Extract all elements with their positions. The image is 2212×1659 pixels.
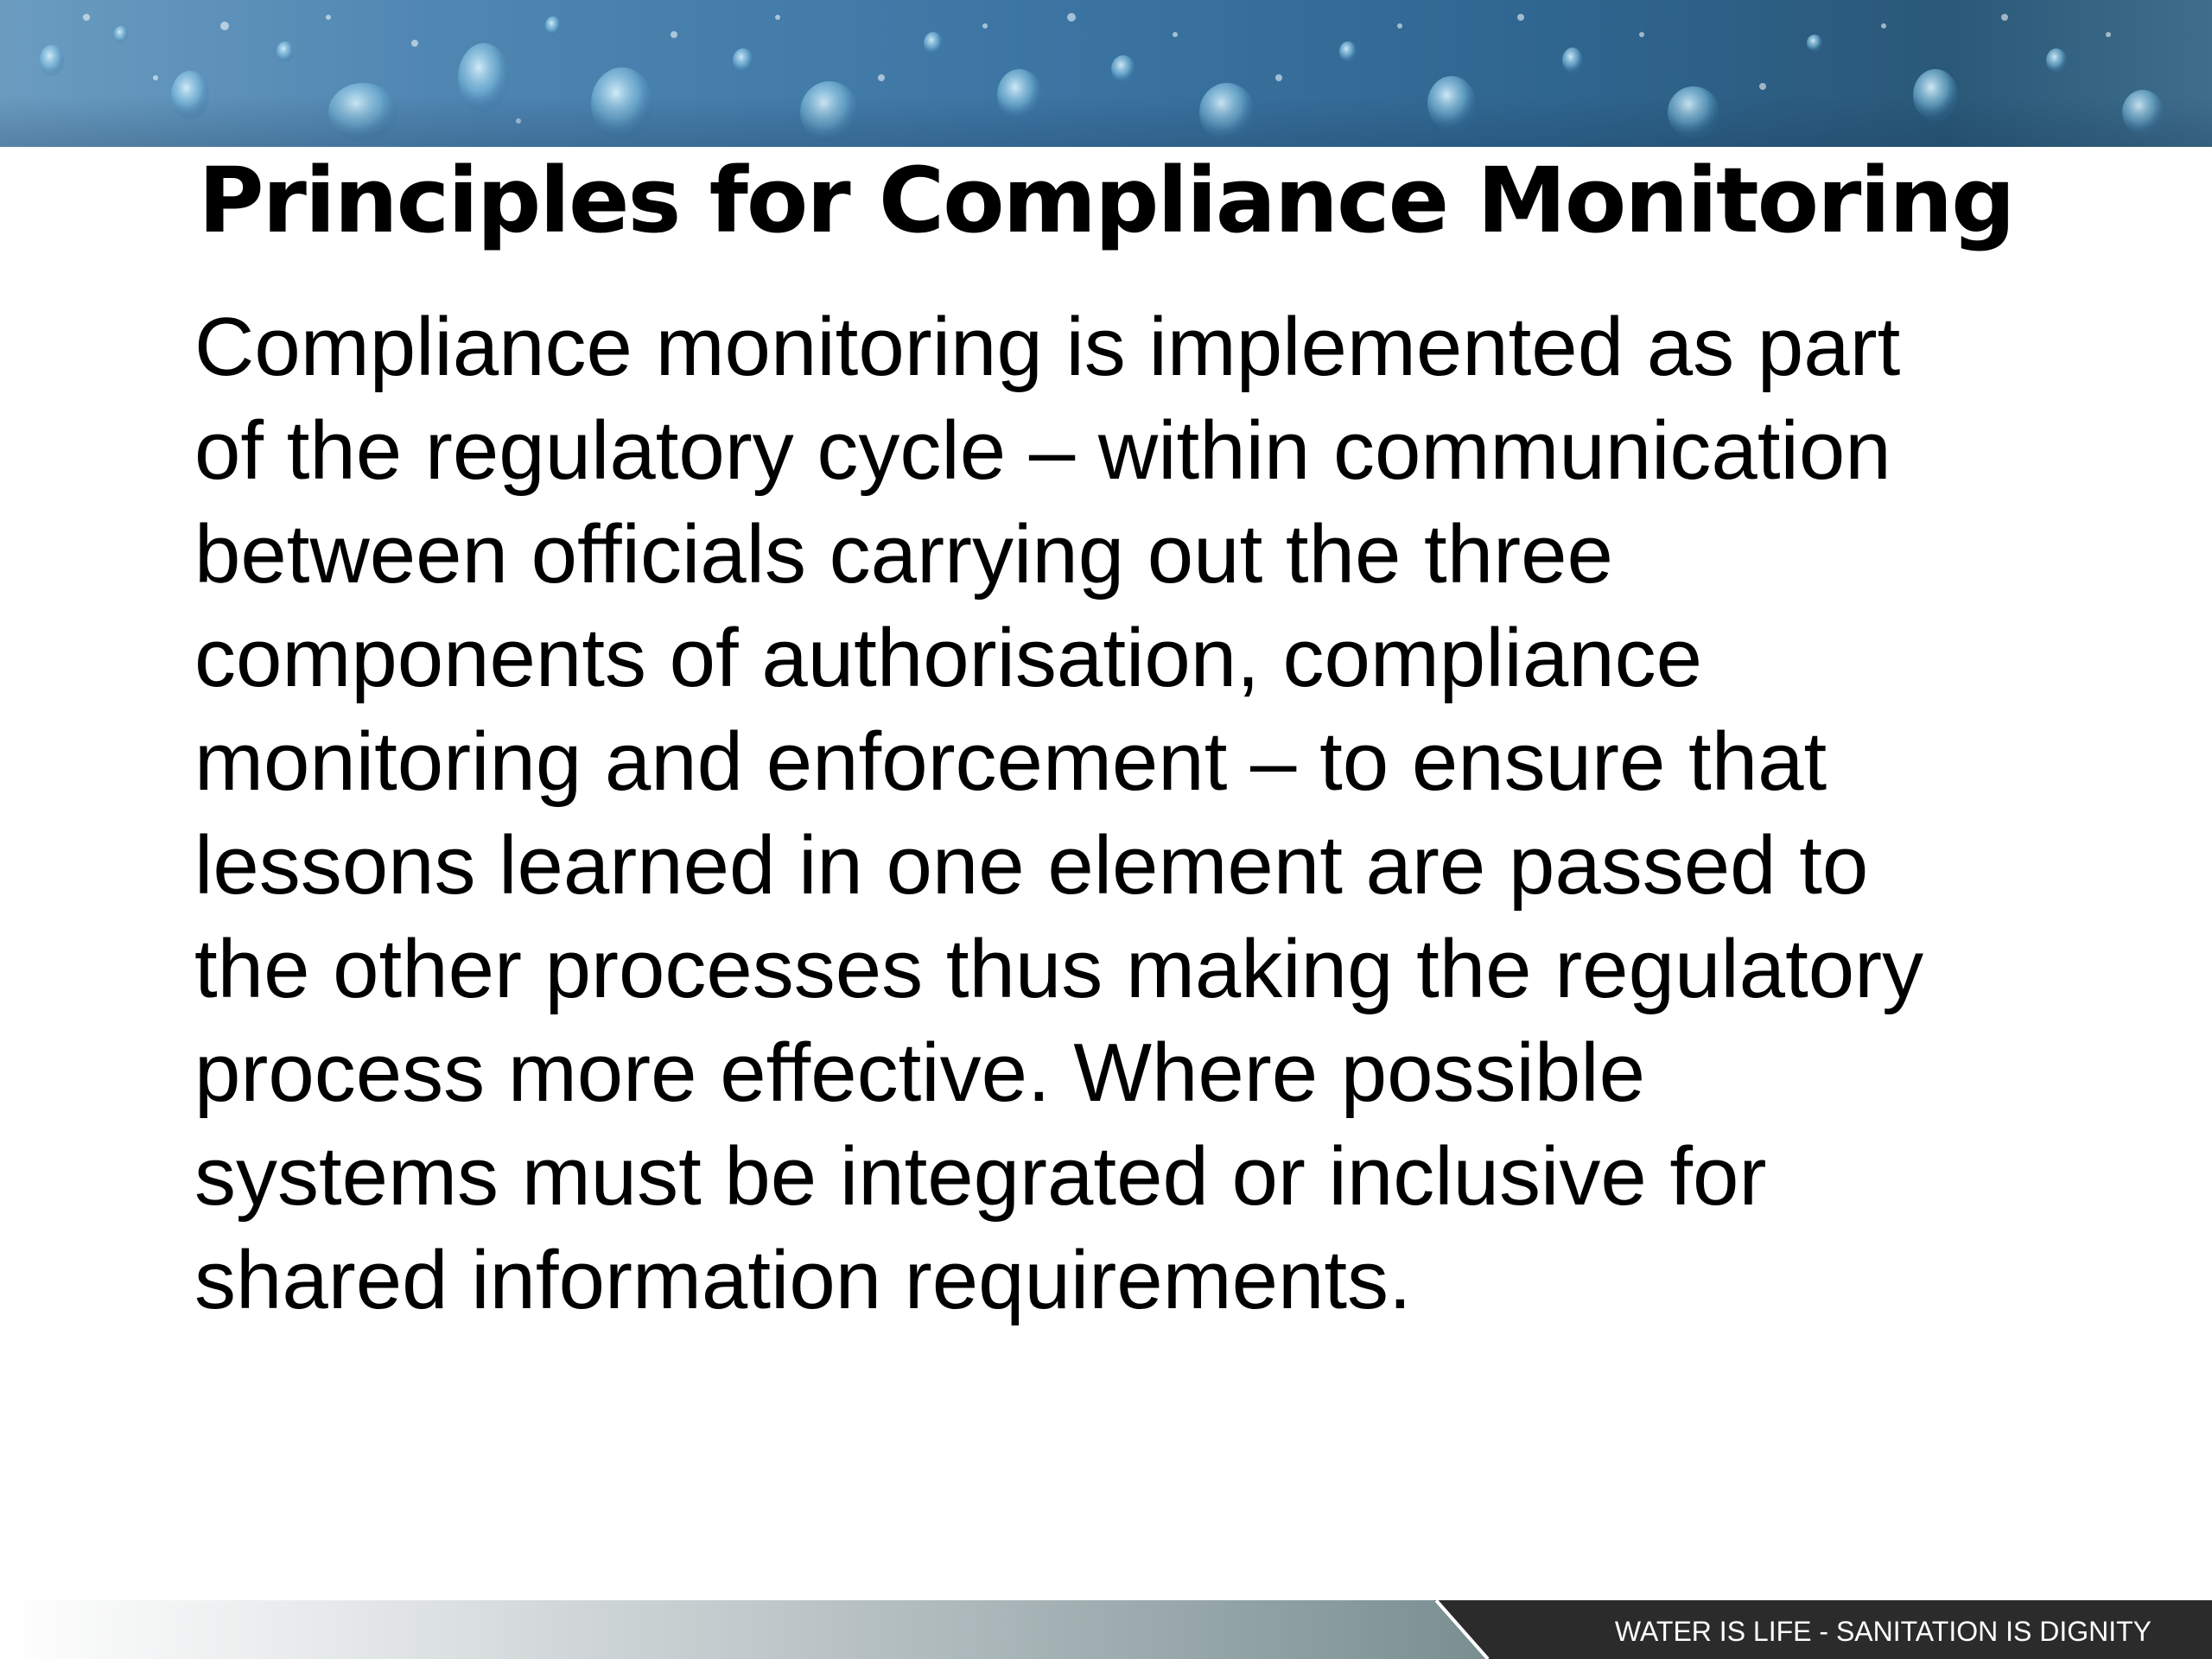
water-droplets-image xyxy=(0,0,2212,147)
footer-diagonal-divider xyxy=(1434,1600,1495,1659)
slide-title: Principles for Compliance Monitoring xyxy=(198,148,2014,253)
footer-tagline: WATER IS LIFE - SANITATION IS DIGNITY xyxy=(1614,1616,2152,1647)
header-banner-water-droplets xyxy=(0,0,2212,147)
body-paragraph: Compliance monitoring is implemented as part of the regulatory cycle – within communication between officials carrying out the three components of authorisation, compliance monitoring and enforcement – to ensure that lessons learned in one element are passed to the other processes thus making the regulatory process more effective. Where possible systems must be integrated or inclusive for shared information requirements. xyxy=(194,301,1924,1326)
footer-bar xyxy=(0,1600,2212,1659)
